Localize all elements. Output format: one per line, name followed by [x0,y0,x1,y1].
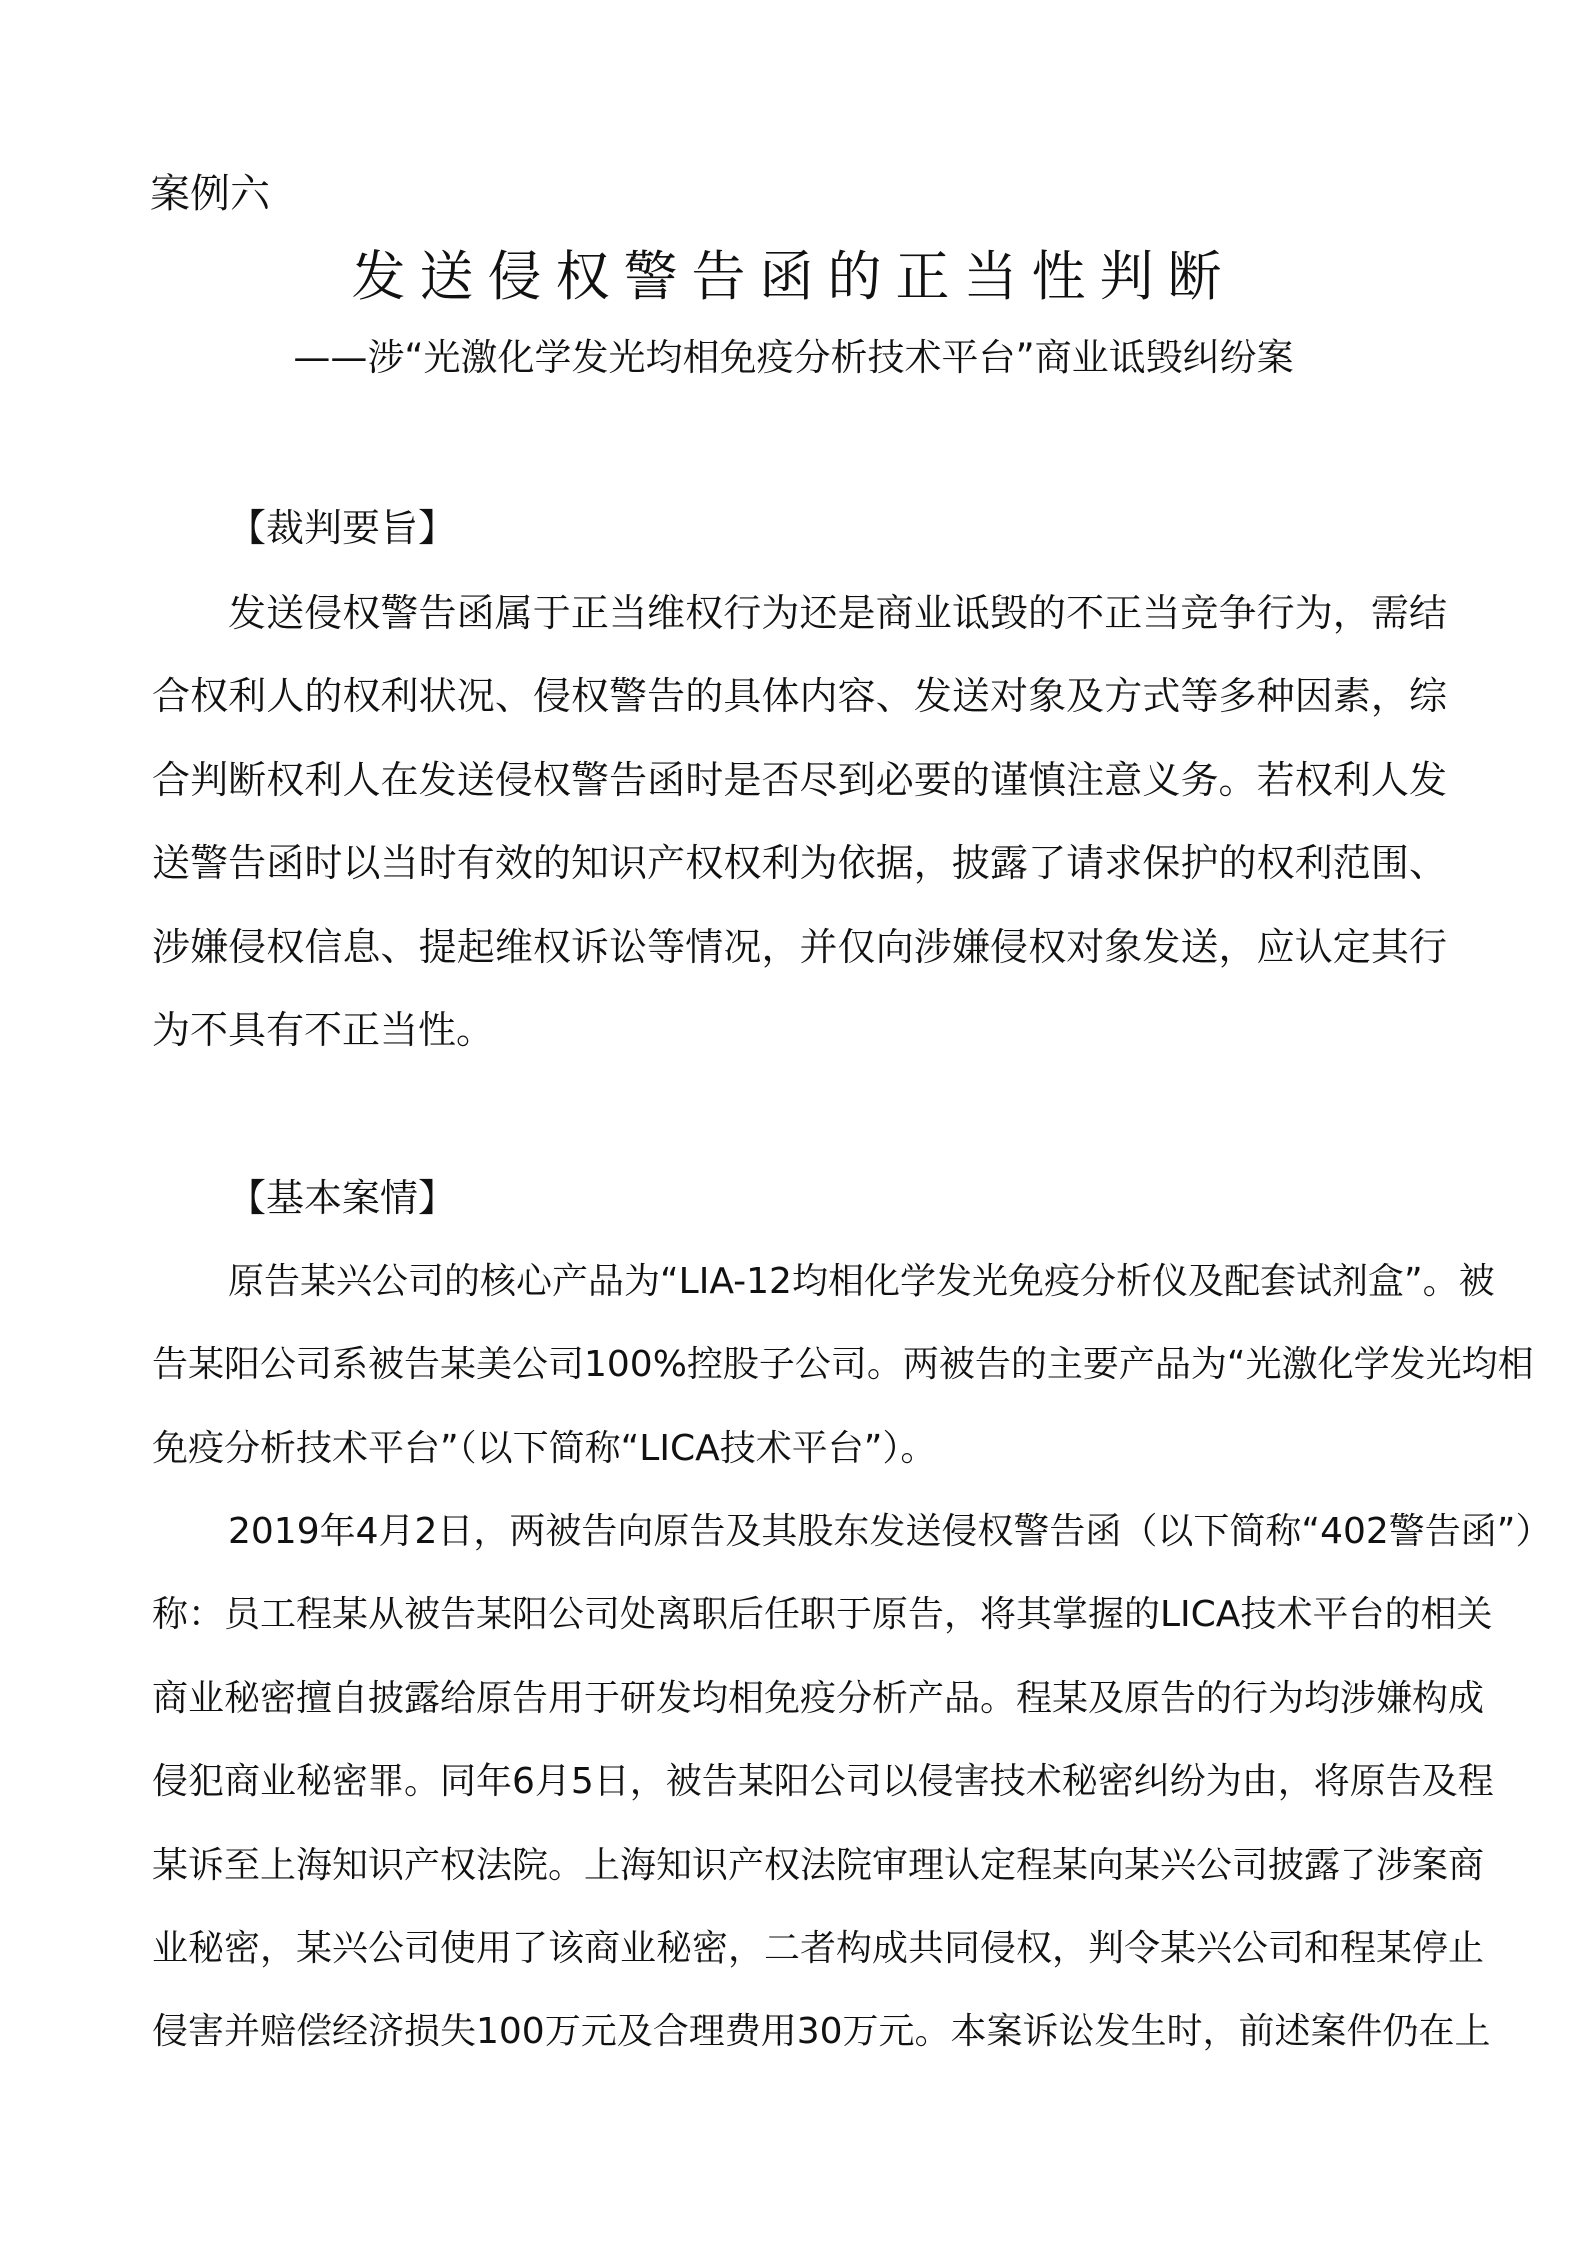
ruling-paragraph [152,572,1447,1072]
case-label: 案例六 [150,171,270,217]
facts-p2-line-6: 业秘密，某兴公司使用了该商业秘密，二者构成共同侵权，判令某兴公司和程某停止 [152,1928,1485,1970]
facts-p1-line-2: 告某阳公司系被告某美公司100%控股子公司。两被告的主要产品为“光激化学发光均相 [152,1344,1534,1386]
facts-p2-line-2: 称：员工程某从被告某阳公司处离职后任职于原告，将其掌握的LICA技术平台的相关 [152,1594,1493,1636]
sub-title: ——涉“光激化学发光均相免疫分析技术平台”商业诋毁纠纷案 [293,336,1294,379]
facts-p1-line-3: 免疫分析技术平台”（以下简称“LICA技术平台”）。 [152,1427,937,1469]
facts-p1-line-1: 原告某兴公司的核心产品为“LIA-12均相化学发光免疫分析仪及配套试剂盒”。被 [228,1261,1495,1302]
facts-heading: 【基本案情】 [228,1176,457,1220]
ruling-line-1: 发送侵权警告函属于正当维权行为还是商业诋毁的不正当竞争行为，需结 [228,591,1447,635]
ruling-heading: 【裁判要旨】 [228,506,457,550]
facts-p2-line-5: 某诉至上海知识产权法院。上海知识产权法院审理认定程某向某兴公司披露了涉案商 [152,1844,1485,1886]
ruling-line-5: 涉嫌侵权信息、提起维权诉讼等情况，并仅向涉嫌侵权对象发送，应认定其行 [152,924,1447,969]
facts-paragraph-1 [152,1240,1534,1490]
facts-p2-line-3: 商业秘密擅自披露给原告用于研发均相免疫分析产品。程某及原告的行为均涉嫌构成 [152,1677,1485,1719]
facts-p2-line-7: 侵害并赔偿经济损失100万元及合理费用30万元。本案诉讼发生时，前述案件仍在上 [152,2011,1491,2053]
facts-p2-line-4: 侵犯商业秘密罪。同年6月5日，被告某阳公司以侵害技术秘密纠纷为由，将原告及程 [152,1761,1494,1803]
ruling-line-6: 为不具有不正当性。 [152,1008,495,1053]
facts-p2-line-1: 2019年4月2日，两被告向原告及其股东发送侵权警告函（以下简称“402警告函”） [228,1511,1552,1552]
ruling-line-4: 送警告函时以当时有效的知识产权权利为依据，披露了请求保护的权利范围、 [152,841,1447,886]
ruling-line-3: 合判断权利人在发送侵权警告函时是否尽到必要的谨慎注意义务。若权利人发 [152,757,1447,802]
facts-paragraph-2 [152,1490,1552,2074]
ruling-line-2: 合权利人的权利状况、侵权警告的具体内容、发送对象及方式等多种因素，综 [152,674,1447,719]
main-title: 发送侵权警告函的正当性判断 [351,245,1236,308]
